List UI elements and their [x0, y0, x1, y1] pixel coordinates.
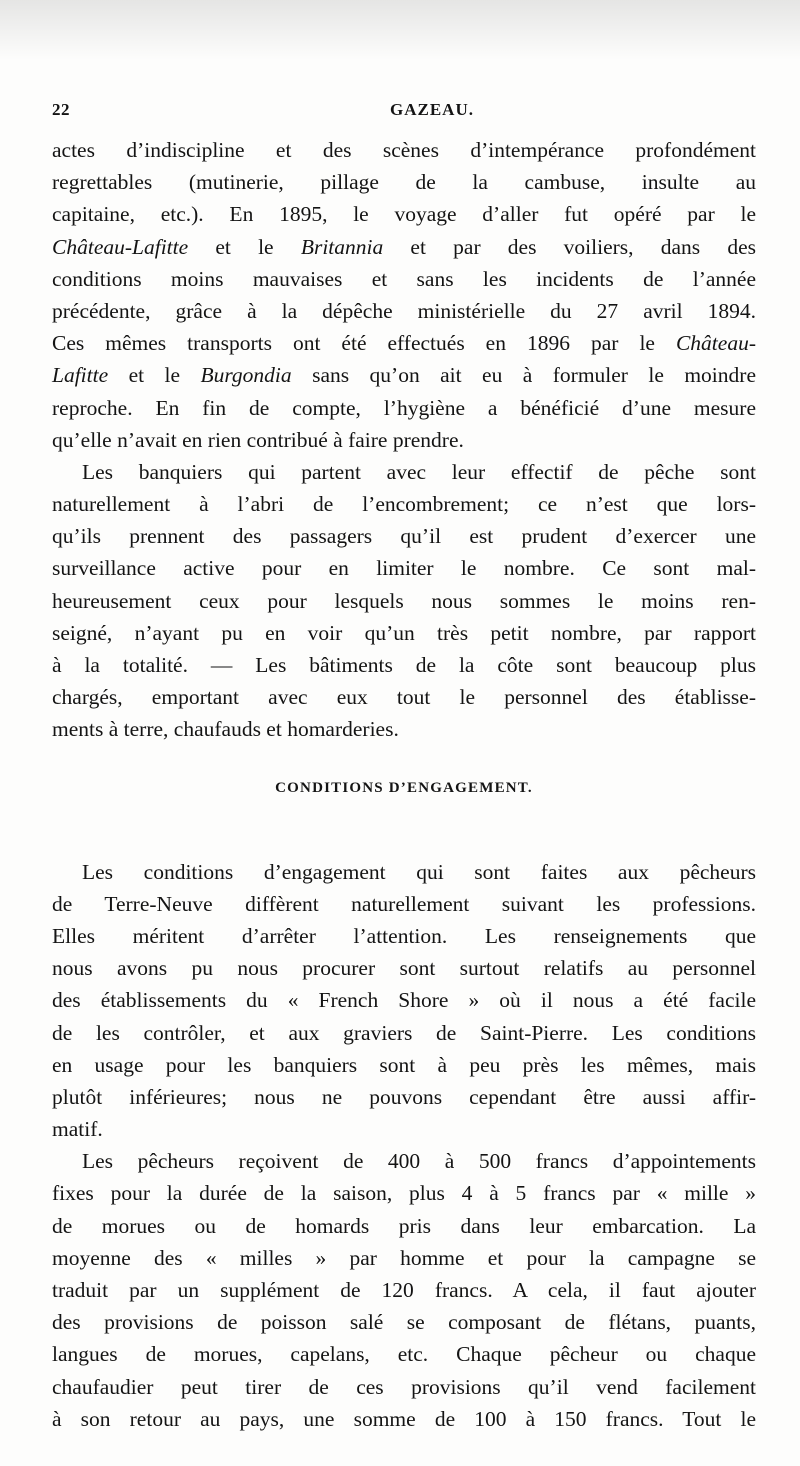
text-line: Les pêcheurs reçoivent de 400 à 500 francs d’appointements: [82, 1149, 756, 1174]
text-line: de morues ou de homards pris dans leur embarcation. La: [52, 1213, 756, 1238]
ship-name: Lafitte: [52, 363, 109, 388]
text-line: regrettables (mutinerie, pillage de la cambuse, insulte au: [52, 170, 756, 195]
text-line: conditions moins mauvaises et sans les incidents de l’année: [52, 266, 756, 291]
text-line: Les conditions d’engagement qui sont faites aux pêcheurs: [82, 859, 756, 884]
ship-name: Britannia: [300, 234, 384, 259]
text-line: heureusement ceux pour lesquels nous sommes le moins ren-: [52, 588, 756, 613]
text-line: qu’ils prennent des passagers qu’il est prudent d’exercer une: [52, 524, 756, 549]
text-line: fixes pour la durée de la saison, plus 4 à 5 francs par « mille »: [52, 1181, 756, 1206]
text-line: capitaine, etc.). En 1895, le voyage d’aller fut opéré par le: [52, 202, 756, 227]
section-break: [52, 746, 756, 856]
text-line: en usage pour les banquiers sont à peu près les mêmes, mais: [52, 1052, 756, 1077]
text-line: Ces mêmes transports ont été effectués en 1896 par le Château-: [52, 331, 756, 356]
text-line: chaufaudier peut tirer de ces provisions qu’il vend facilement: [52, 1374, 756, 1399]
text-line: des provisions de poisson salé se composant de flétans, puants,: [52, 1310, 756, 1335]
text-line: Lafitte et le Burgondia sans qu’on ait eu à formuler le moindre: [52, 363, 756, 388]
text-line: qu’elle n’avait en rien contribué à faire prendre.: [52, 427, 464, 452]
text-line: matif.: [52, 1117, 103, 1142]
text-line: à son retour au pays, une somme de 100 à 150 francs. Tout le: [52, 1406, 756, 1431]
text-line: à la totalité. — Les bâtiments de la côte sont beaucoup plus: [52, 653, 756, 677]
text-line: moyenne des « milles » par homme et pour la campagne se: [52, 1245, 756, 1270]
ship-name: Château-Lafitte: [52, 234, 189, 259]
section-heading: CONDITIONS D’ENGAGEMENT.: [275, 779, 533, 796]
text-line: de Terre-Neuve diffèrent naturellement suivant les professions.: [52, 891, 756, 916]
text-line: chargés, emportant avec eux tout le personnel des établisse-: [52, 685, 756, 710]
text-line: langues de morues, capelans, etc. Chaque pêcheur ou chaque: [52, 1342, 756, 1367]
text-line: de les contrôler, et aux graviers de Saint-Pierre. Les conditions: [52, 1020, 756, 1045]
ship-name: Château-: [675, 331, 756, 356]
text-line: Elles méritent d’arrêter l’attention. Les renseignements que: [52, 923, 756, 948]
scan-shadow: [0, 0, 800, 60]
text-line: surveillance active pour en limiter le nombre. Ce sont mal-: [52, 556, 756, 581]
text-line: naturellement à l’abri de l’encombrement; ce n’est que lors-: [52, 492, 756, 517]
page-header: [52, 100, 756, 124]
text-line: précédente, grâce à la dépêche ministérielle du 27 avril 1894.: [52, 298, 756, 323]
text-line: reproche. En fin de compte, l’hygiène a bénéficié d’une mesure: [52, 395, 756, 420]
page-number: 22: [52, 100, 70, 119]
text-line: plutôt inférieures; nous ne pouvons cependant être aussi affir-: [52, 1084, 756, 1109]
text-line: Château-Lafitte et le Britannia et par des voiliers, dans des: [52, 234, 756, 259]
text-line: ments à terre, chaufauds et homarderies.: [52, 717, 399, 742]
text-line: actes d’indiscipline et des scènes d’intempérance profondément: [52, 138, 756, 162]
text-line: seigné, n’ayant pu en voir qu’un très petit nombre, par rapport: [52, 620, 756, 645]
page-body: [52, 134, 756, 1435]
text-line: nous avons pu nous procurer sont surtout relatifs au personnel: [52, 956, 756, 981]
ship-name: Burgondia: [200, 363, 292, 388]
running-head: GAZEAU.: [390, 100, 474, 119]
text-line: traduit par un supplément de 120 francs. A cela, il faut ajouter: [52, 1278, 756, 1302]
text-line: des établissements du « French Shore » où il nous a été facile: [52, 988, 756, 1013]
text-line: Les banquiers qui partent avec leur effectif de pêche sont: [82, 459, 756, 484]
